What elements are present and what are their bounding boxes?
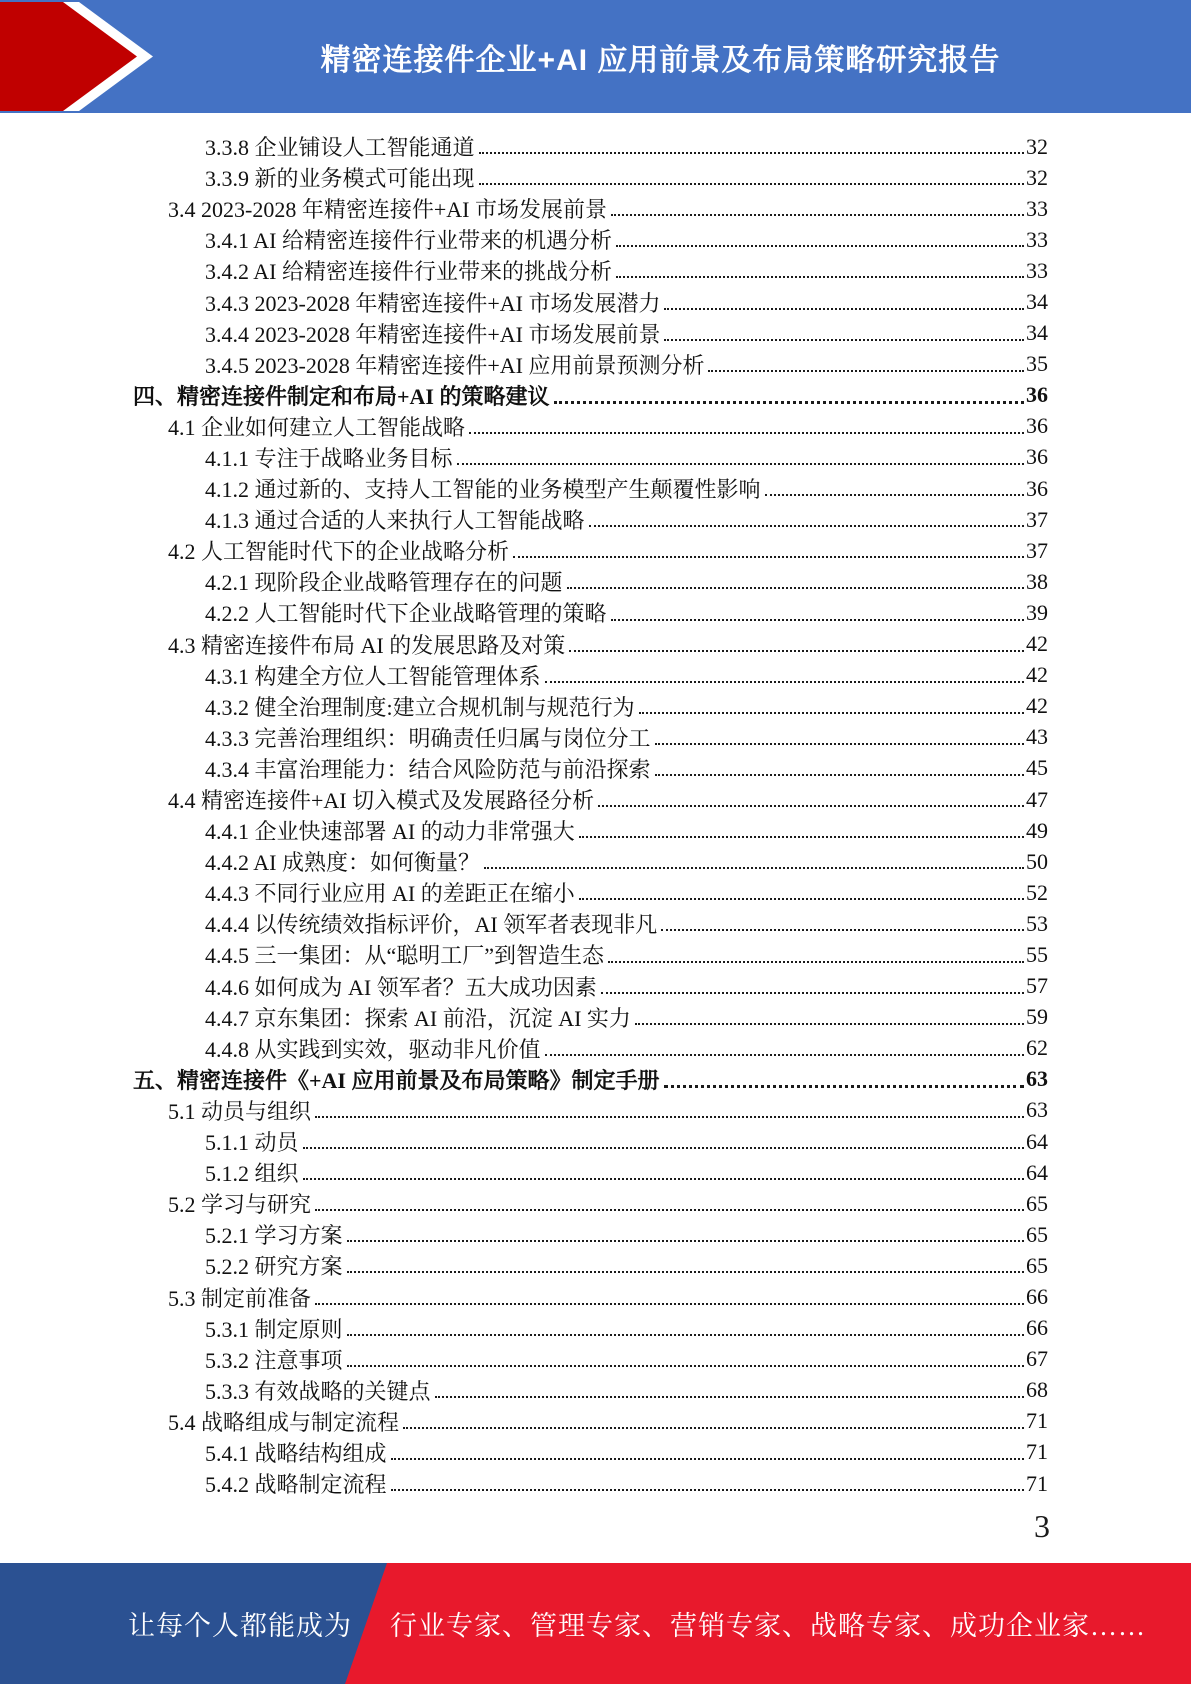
toc-dot-leader	[616, 245, 1024, 247]
toc-dot-leader	[315, 1303, 1024, 1305]
toc-entry[interactable]	[133, 504, 1048, 535]
toc-entry[interactable]	[133, 380, 1048, 411]
toc-entry[interactable]	[133, 1064, 1048, 1095]
toc-dot-leader	[347, 1365, 1024, 1367]
toc-entry-label: 3.3.8 企业铺设人工智能通道	[205, 135, 475, 161]
report-title: 精密连接件企业+AI 应用前景及布局策略研究报告	[320, 43, 1001, 77]
toc-entry-label: 4.4 精密连接件+AI 切入模式及发展路径分析	[168, 788, 595, 814]
toc-entry-label: 4.4.6 如何成为 AI 领军者？五大成功因素	[205, 974, 597, 1000]
toc-entry[interactable]	[133, 660, 1048, 691]
toc-entry-label: 4.1.3 通过合适的人来执行人工智能战略	[205, 508, 585, 534]
toc-dot-leader	[567, 587, 1024, 589]
toc-entry-page-number: 50	[1026, 848, 1048, 874]
toc-entry-page-number: 52	[1026, 879, 1048, 905]
toc-entry-label: 4.4.5 三一集团：从“聪明工厂”到智造生态	[205, 943, 605, 969]
toc-dot-leader	[579, 836, 1024, 838]
toc-dot-leader	[391, 1458, 1024, 1460]
toc-dot-leader	[545, 681, 1024, 683]
toc-entry-page-number: 59	[1026, 1004, 1048, 1030]
toc-entry-label: 五、精密连接件《+AI 应用前景及布局策略》制定手册	[133, 1067, 660, 1093]
toc-entry[interactable]	[133, 1406, 1048, 1437]
toc-dot-leader	[484, 867, 1024, 869]
toc-entry-page-number: 42	[1026, 662, 1048, 688]
toc-entry-label: 4.3.4 丰富治理能力：结合风险防范与前沿探索	[205, 756, 651, 782]
toc-dot-leader	[655, 774, 1024, 776]
toc-entry[interactable]	[133, 597, 1048, 628]
toc-entry-label: 3.4.4 2023-2028 年精密连接件+AI 市场发展前景	[205, 321, 661, 347]
toc-entry-page-number: 65	[1026, 1190, 1048, 1216]
toc-dot-leader	[639, 712, 1024, 714]
toc-entry[interactable]	[133, 691, 1048, 722]
toc-entry-label: 5.4.2 战略制定流程	[205, 1472, 387, 1498]
toc-entry-page-number: 32	[1026, 133, 1048, 159]
toc-dot-leader	[403, 1427, 1024, 1429]
toc-entry-label: 4.2.1 现阶段企业战略管理存在的问题	[205, 570, 563, 596]
toc-dot-leader	[457, 463, 1024, 465]
toc-entry[interactable]	[133, 1095, 1048, 1126]
toc-entry-page-number: 65	[1026, 1221, 1048, 1247]
toc-entry-page-number: 42	[1026, 693, 1048, 719]
toc-entry[interactable]	[133, 1281, 1048, 1312]
toc-entry-page-number: 62	[1026, 1035, 1048, 1061]
toc-entry-page-number: 37	[1026, 506, 1048, 532]
toc-dot-leader	[513, 556, 1024, 558]
toc-entry-label: 5.3 制定前准备	[168, 1285, 312, 1311]
toc-entry-page-number: 35	[1026, 351, 1048, 377]
toc-entry-page-number: 71	[1026, 1439, 1048, 1465]
toc-entry[interactable]	[133, 815, 1048, 846]
toc-entry-page-number: 34	[1026, 320, 1048, 346]
toc-entry[interactable]	[133, 411, 1048, 442]
toc-entry-label: 四、精密连接件制定和布局+AI 的策略建议	[133, 383, 550, 409]
toc-entry-page-number: 64	[1026, 1159, 1048, 1185]
toc-dot-leader	[708, 370, 1024, 372]
toc-dot-leader	[611, 214, 1024, 216]
toc-entry-label: 5.3.1 制定原则	[205, 1316, 343, 1342]
toc-entry[interactable]	[133, 442, 1048, 473]
toc-dot-leader	[589, 525, 1024, 527]
toc-entry[interactable]	[133, 877, 1048, 908]
toc-entry[interactable]	[133, 566, 1048, 597]
red-arrow-shape	[0, 2, 137, 111]
table-of-contents	[133, 131, 1048, 1499]
toc-entry-page-number: 57	[1026, 973, 1048, 999]
toc-dot-leader	[347, 1240, 1024, 1242]
toc-dot-leader	[469, 432, 1024, 434]
toc-entry-label: 4.4.8 从实践到实效，驱动非凡价值	[205, 1036, 541, 1062]
toc-entry[interactable]	[133, 162, 1048, 193]
toc-entry[interactable]	[133, 255, 1048, 286]
toc-entry[interactable]	[133, 629, 1048, 660]
toc-entry-label: 5.2 学习与研究	[168, 1192, 312, 1218]
toc-entry-label: 5.1.1 动员	[205, 1130, 299, 1156]
toc-entry-page-number: 37	[1026, 537, 1048, 563]
toc-entry[interactable]	[133, 1313, 1048, 1344]
toc-entry-page-number: 42	[1026, 631, 1048, 657]
toc-entry-page-number: 47	[1026, 786, 1048, 812]
toc-entry[interactable]	[133, 846, 1048, 877]
toc-entry-page-number: 63	[1026, 1097, 1048, 1123]
footer-slogan-left: 让每个人都能成为	[128, 1611, 352, 1641]
toc-entry-label: 5.3.3 有效战略的关键点	[205, 1378, 431, 1404]
toc-dot-leader	[479, 183, 1024, 185]
toc-dot-leader	[554, 401, 1025, 404]
toc-entry[interactable]	[133, 1157, 1048, 1188]
toc-dot-leader	[664, 339, 1024, 341]
toc-entry-page-number: 38	[1026, 568, 1048, 594]
toc-entry-label: 4.1.1 专注于战略业务目标	[205, 445, 453, 471]
toc-entry[interactable]	[133, 1002, 1048, 1033]
toc-entry-label: 4.4.2 AI 成熟度：如何衡量？	[205, 850, 481, 876]
toc-entry-label: 3.4.2 AI 给精密连接件行业带来的挑战分析	[205, 259, 613, 285]
toc-entry-page-number: 64	[1026, 1128, 1048, 1154]
toc-entry-label: 3.4.3 2023-2028 年精密连接件+AI 市场发展潜力	[205, 290, 661, 316]
toc-dot-leader	[579, 898, 1024, 900]
toc-dot-leader	[303, 1178, 1024, 1180]
toc-dot-leader	[601, 992, 1024, 994]
toc-entry-page-number: 71	[1026, 1470, 1048, 1496]
toc-entry[interactable]	[133, 939, 1048, 970]
toc-entry[interactable]	[133, 722, 1048, 753]
toc-entry-label: 4.2.2 人工智能时代下企业战略管理的策略	[205, 601, 607, 627]
toc-entry-label: 5.1.2 组织	[205, 1161, 299, 1187]
toc-entry-label: 4.4.3 不同行业应用 AI 的差距正在缩小	[205, 881, 575, 907]
toc-entry-page-number: 68	[1026, 1377, 1048, 1403]
toc-entry[interactable]	[133, 1250, 1048, 1281]
toc-dot-leader	[545, 1054, 1024, 1056]
toc-entry-page-number: 39	[1026, 599, 1048, 625]
toc-entry-page-number: 34	[1026, 289, 1048, 315]
footer-banner	[0, 1563, 1191, 1684]
toc-entry-page-number: 71	[1026, 1408, 1048, 1434]
toc-entry-page-number: 67	[1026, 1346, 1048, 1372]
toc-entry[interactable]	[133, 1344, 1048, 1375]
toc-entry-page-number: 36	[1026, 475, 1048, 501]
toc-entry-page-number: 49	[1026, 817, 1048, 843]
toc-entry-label: 5.1 动员与组织	[168, 1098, 312, 1124]
toc-entry-page-number: 65	[1026, 1252, 1048, 1278]
toc-entry-page-number: 53	[1026, 910, 1048, 936]
header-banner	[0, 0, 1191, 113]
toc-entry-label: 5.2.2 研究方案	[205, 1254, 343, 1280]
toc-dot-leader	[479, 152, 1024, 154]
footer-slogan-right: 行业专家、管理专家、营销专家、战略专家、成功企业家……	[390, 1611, 1146, 1641]
toc-entry-page-number: 63	[1026, 1066, 1048, 1092]
toc-entry[interactable]	[133, 286, 1048, 317]
toc-entry-page-number: 43	[1026, 724, 1048, 750]
toc-entry-label: 5.2.1 学习方案	[205, 1223, 343, 1249]
toc-entry[interactable]	[133, 753, 1048, 784]
toc-entry[interactable]	[133, 1375, 1048, 1406]
toc-entry-page-number: 66	[1026, 1284, 1048, 1310]
toc-entry[interactable]	[133, 131, 1048, 162]
page-number: 3	[1034, 1508, 1050, 1544]
toc-dot-leader	[347, 1334, 1024, 1336]
toc-dot-leader	[664, 308, 1024, 310]
toc-entry-label: 5.3.2 注意事项	[205, 1347, 343, 1373]
toc-dot-leader	[435, 1396, 1024, 1398]
toc-entry-label: 4.3 精密连接件布局 AI 的发展思路及对策	[168, 632, 566, 658]
toc-entry-page-number: 36	[1026, 382, 1048, 408]
toc-entry[interactable]	[133, 473, 1048, 504]
toc-entry[interactable]	[133, 193, 1048, 224]
toc-dot-leader	[765, 494, 1024, 496]
toc-entry[interactable]	[133, 1033, 1048, 1064]
toc-entry[interactable]	[133, 908, 1048, 939]
toc-entry[interactable]	[133, 224, 1048, 255]
toc-entry[interactable]	[133, 971, 1048, 1002]
toc-dot-leader	[661, 929, 1024, 931]
toc-entry-page-number: 33	[1026, 257, 1048, 283]
toc-entry[interactable]	[133, 784, 1048, 815]
toc-entry[interactable]	[133, 1468, 1048, 1499]
toc-entry[interactable]	[133, 1437, 1048, 1468]
toc-entry[interactable]	[133, 349, 1048, 380]
toc-dot-leader	[655, 743, 1024, 745]
toc-entry-label: 5.4 战略组成与制定流程	[168, 1409, 400, 1435]
toc-entry[interactable]	[133, 1219, 1048, 1250]
toc-entry-label: 4.4.4 以传统绩效指标评价，AI 领军者表现非凡	[205, 912, 658, 938]
toc-dot-leader	[303, 1147, 1024, 1149]
toc-dot-leader	[315, 1116, 1024, 1118]
toc-entry-label: 4.3.2 健全治理制度:建立合规机制与规范行为	[205, 694, 635, 720]
toc-entry-label: 5.4.1 战略结构组成	[205, 1440, 387, 1466]
toc-dot-leader	[608, 961, 1024, 963]
toc-entry-label: 4.1.2 通过新的、支持人工智能的业务模型产生颠覆性影响	[205, 477, 761, 503]
toc-entry-page-number: 36	[1026, 444, 1048, 470]
toc-entry-page-number: 55	[1026, 941, 1048, 967]
toc-entry-label: 4.4.7 京东集团：探索 AI 前沿，沉淀 AI 实力	[205, 1005, 631, 1031]
toc-dot-leader	[569, 650, 1024, 652]
toc-entry-label: 4.2 人工智能时代下的企业战略分析	[168, 539, 510, 565]
toc-dot-leader	[616, 276, 1024, 278]
toc-entry-label: 4.4.1 企业快速部署 AI 的动力非常强大	[205, 819, 575, 845]
toc-dot-leader	[664, 1085, 1025, 1088]
toc-entry-label: 3.4.1 AI 给精密连接件行业带来的机遇分析	[205, 228, 613, 254]
toc-entry-label: 4.3.1 构建全方位人工智能管理体系	[205, 663, 541, 689]
toc-dot-leader	[347, 1271, 1024, 1273]
toc-entry[interactable]	[133, 535, 1048, 566]
toc-dot-leader	[635, 1023, 1024, 1025]
toc-entry-label: 3.4 2023-2028 年精密连接件+AI 市场发展前景	[168, 197, 607, 223]
toc-entry-label: 4.1 企业如何建立人工智能战略	[168, 414, 466, 440]
toc-dot-leader	[391, 1489, 1024, 1491]
toc-entry-page-number: 33	[1026, 195, 1048, 221]
toc-entry[interactable]	[133, 1126, 1048, 1157]
toc-entry[interactable]	[133, 318, 1048, 349]
toc-dot-leader	[611, 619, 1024, 621]
toc-entry-page-number: 66	[1026, 1315, 1048, 1341]
toc-entry-page-number: 36	[1026, 413, 1048, 439]
toc-dot-leader	[315, 1209, 1024, 1211]
toc-entry[interactable]	[133, 1188, 1048, 1219]
toc-entry-label: 4.3.3 完善治理组织：明确责任归属与岗位分工	[205, 725, 651, 751]
toc-dot-leader	[598, 805, 1024, 807]
toc-entry-label: 3.4.5 2023-2028 年精密连接件+AI 应用前景预测分析	[205, 352, 705, 378]
toc-entry-page-number: 33	[1026, 226, 1048, 252]
toc-entry-page-number: 32	[1026, 164, 1048, 190]
toc-entry-page-number: 45	[1026, 755, 1048, 781]
toc-entry-label: 3.3.9 新的业务模式可能出现	[205, 166, 475, 192]
